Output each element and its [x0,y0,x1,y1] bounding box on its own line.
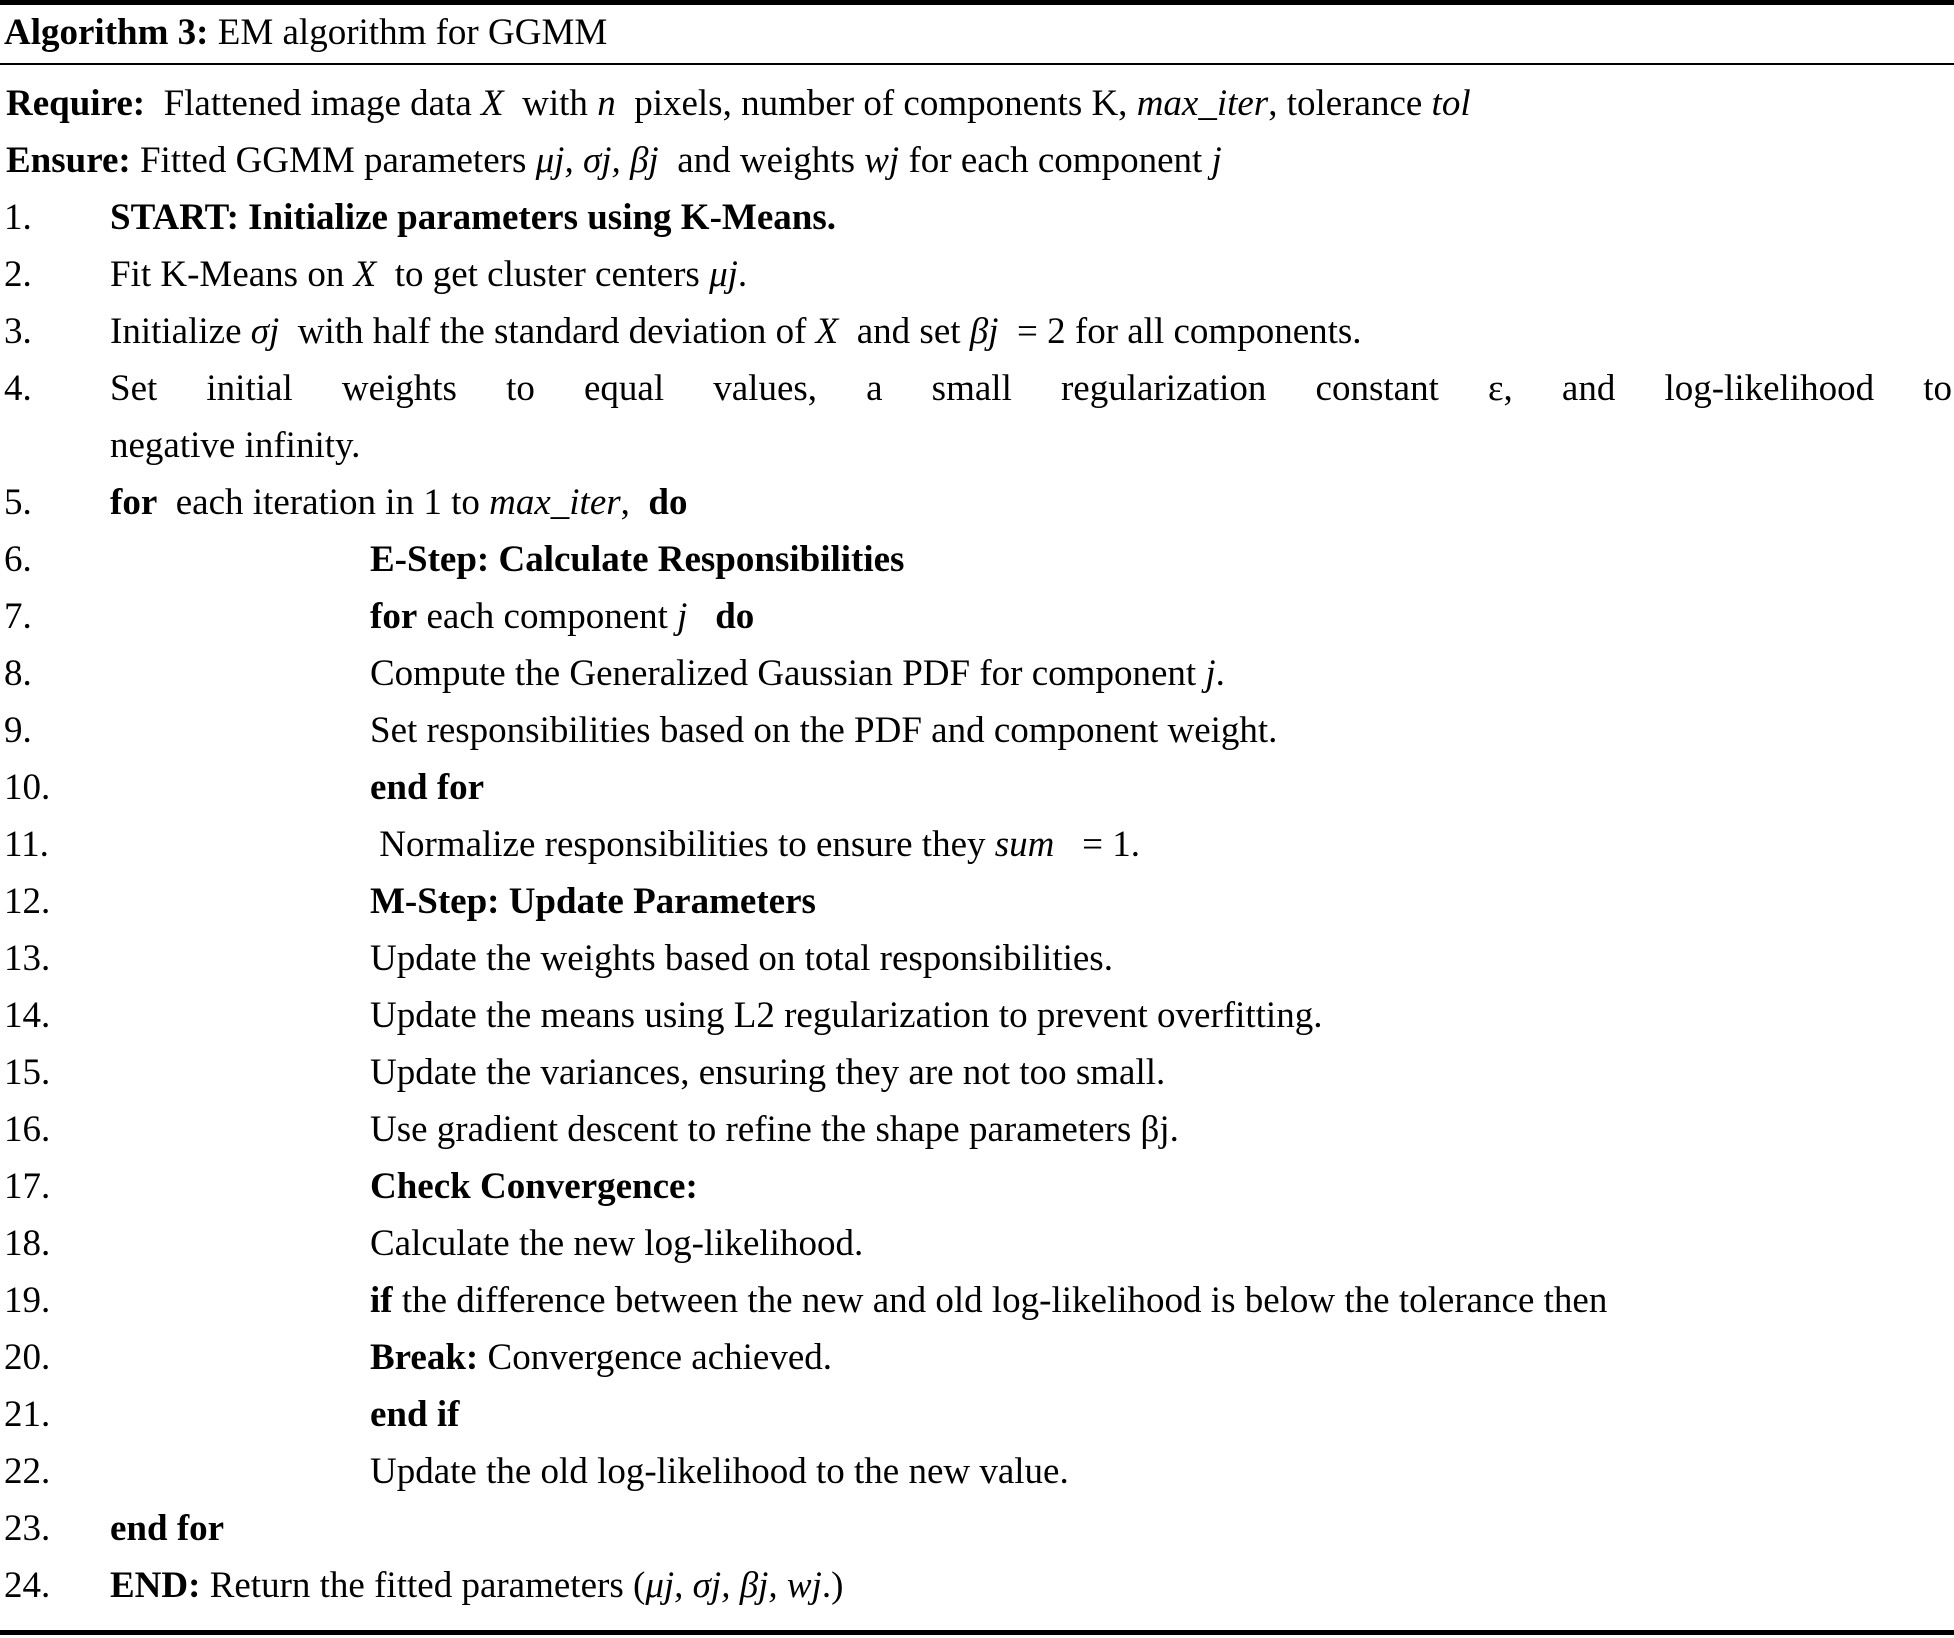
text-segment: Normalize responsibilities to ensure they [370,824,995,865]
algorithm-step [2,531,1952,588]
text-segment: pixels, number of components K, [615,83,1137,124]
text-segment: Ensure: [6,140,131,181]
text-segment: X [353,254,377,295]
algorithm-step [2,1443,1952,1500]
text-segment: wj [864,140,900,181]
step-number: 1. [4,197,32,238]
text-segment: for [370,596,418,637]
step-content [2,474,1952,531]
step-number: 5. [4,482,32,523]
step-number: 3. [4,311,32,352]
text-segment: each component [417,596,678,637]
text-segment: Fit K-Means on [110,254,354,295]
algorithm-step [2,1386,1952,1443]
algorithm-step [2,759,1952,816]
text-segment: Compute the Generalized Gaussian PDF for component [370,653,1206,694]
step-content [2,930,1952,987]
step-number: 23. [4,1508,51,1549]
algorithm-step [2,1500,1952,1557]
text-segment: Check Convergence: [370,1166,698,1207]
step-content [2,1386,1952,1443]
text-segment: Set initial weights to equal values, a small regularization constant ε, and log-likelihood to [110,368,1952,409]
text-segment: M-Step: Update Parameters [370,881,816,922]
step-content [2,645,1952,702]
text-segment: X [481,83,504,124]
step-number: 22. [4,1451,51,1492]
algorithm-step [2,189,1952,246]
algorithm-step [2,930,1952,987]
text-segment: μj, σj, βj, wj [645,1565,822,1606]
step-content [2,303,1952,360]
text-segment: to get cluster centers [376,254,710,295]
text-segment: Update the weights based on total responsibilities. [370,938,1113,979]
text-segment: Calculate the new log-likelihood. [370,1223,864,1264]
text-segment: Update the variances, ensuring they are not too small. [370,1052,1166,1093]
algorithm-step [2,1329,1952,1386]
step-number: 8. [4,653,32,694]
text-segment: μj, σj, βj [535,140,659,181]
text-segment [687,596,715,637]
text-segment: tol [1431,83,1471,124]
text-segment: σj [250,311,280,352]
step-number: 9. [4,710,32,751]
algorithm-step [2,1215,1952,1272]
preamble-line [2,132,1952,189]
step-number: 16. [4,1109,51,1150]
text-segment: Set responsibilities based on the PDF and component weight. [370,710,1278,751]
step-content [2,1101,1952,1158]
text-segment: = 1. [1054,824,1140,865]
text-segment: Use gradient descent to refine the shape parameters βj. [370,1109,1179,1150]
text-segment: n [597,83,616,124]
algorithm-step [2,360,1952,474]
step-content [2,189,1952,246]
text-segment: max_iter [1136,83,1269,124]
text-segment: end for [110,1508,225,1549]
algorithm-step [2,303,1952,360]
text-segment: Update the old log-likelihood to the new value. [370,1451,1069,1492]
algorithm-step [2,1557,1952,1614]
text-segment: j [677,596,688,637]
text-segment: , tolerance [1268,83,1432,124]
text-segment: max_iter [489,482,621,523]
text-segment: j [1211,140,1222,181]
text-segment: = 2 for all components. [998,311,1362,352]
algorithm-step [2,1101,1952,1158]
step-content-row [110,417,1952,474]
step-content [2,1557,1952,1614]
text-segment: . [1215,653,1225,694]
step-number: 11. [4,824,49,865]
text-segment: Require: [6,83,146,124]
algorithm-step [2,1272,1952,1329]
step-number: 7. [4,596,32,637]
step-number: 13. [4,938,51,979]
step-number: 19. [4,1280,51,1321]
text-segment: with [503,83,598,124]
step-content [2,873,1952,930]
text-segment: do [715,596,755,637]
step-content [2,1443,1952,1500]
text-segment: E-Step: Calculate Responsibilities [370,539,905,580]
text-segment: Flattened image data [145,83,482,124]
text-segment: for each component [899,140,1212,181]
text-segment: and weights [658,140,865,181]
text-segment: with half the standard deviation of [279,311,816,352]
text-segment: Fitted GGMM parameters [130,140,536,181]
text-segment: Break: [370,1337,479,1378]
step-content [2,360,1952,474]
step-number: 2. [4,254,32,295]
step-content-row [110,360,1952,417]
step-number: 6. [4,539,32,580]
preamble-line [2,75,1952,132]
step-content [2,1215,1952,1272]
algorithm-step [2,588,1952,645]
text-segment: j [1205,653,1216,694]
text-segment: Return the fitted parameters ( [200,1565,646,1606]
algorithm-step [2,474,1952,531]
text-segment: if [370,1280,393,1321]
text-segment: end for [370,767,485,808]
text-segment: negative infinity. [110,425,361,466]
step-number: 14. [4,995,51,1036]
text-segment: the difference between the new and old log-likelihood is below the tolerance then [392,1280,1608,1321]
step-content [2,246,1952,303]
text-segment: sum [994,824,1055,865]
text-segment: Algorithm 3: [4,12,209,53]
algorithm-step [2,873,1952,930]
step-number: 18. [4,1223,51,1264]
text-segment: X [815,311,839,352]
text-segment: and set [838,311,970,352]
step-content [2,1158,1952,1215]
algorithm-step [2,987,1952,1044]
step-content [2,759,1952,816]
algorithm-step [2,816,1952,873]
text-segment: end if [370,1394,460,1435]
text-segment: END: [110,1565,201,1606]
algorithm-step [2,1044,1952,1101]
step-content [2,531,1952,588]
algorithm-body [0,65,1954,1630]
algorithm-step [2,645,1952,702]
text-segment: Convergence achieved. [478,1337,833,1378]
text-segment: do [648,482,688,523]
step-content [2,1272,1952,1329]
step-number: 24. [4,1565,51,1606]
step-content [2,816,1952,873]
algorithm-preamble [2,75,1952,189]
algorithm-steps [2,189,1952,1614]
step-number: 17. [4,1166,51,1207]
text-segment: START: Initialize parameters using K-Means. [110,197,836,238]
algorithm-step [2,702,1952,759]
step-content [2,1044,1952,1101]
step-number: 10. [4,767,51,808]
step-number: 21. [4,1394,51,1435]
text-segment: EM algorithm for GGMM [208,12,608,53]
algorithm-step [2,1158,1952,1215]
step-content [2,987,1952,1044]
text-segment: . [737,254,748,295]
text-segment: each iteration in 1 to [157,482,490,523]
algorithm-title [0,5,1954,65]
step-number: 12. [4,881,51,922]
text-segment: .) [821,1565,844,1606]
text-segment: for [110,482,158,523]
text-segment: , [620,482,649,523]
step-content [2,1329,1952,1386]
algorithm-step [2,246,1952,303]
step-number: 15. [4,1052,51,1093]
step-content [2,588,1952,645]
step-number: 4. [4,368,32,409]
text-segment: βj [969,311,999,352]
text-segment: μj [709,254,738,295]
step-content [2,702,1952,759]
step-content [2,1500,1952,1557]
text-segment: Update the means using L2 regularization to prevent overfitting. [370,995,1323,1036]
text-segment: Initialize [110,311,251,352]
step-number: 20. [4,1337,51,1378]
